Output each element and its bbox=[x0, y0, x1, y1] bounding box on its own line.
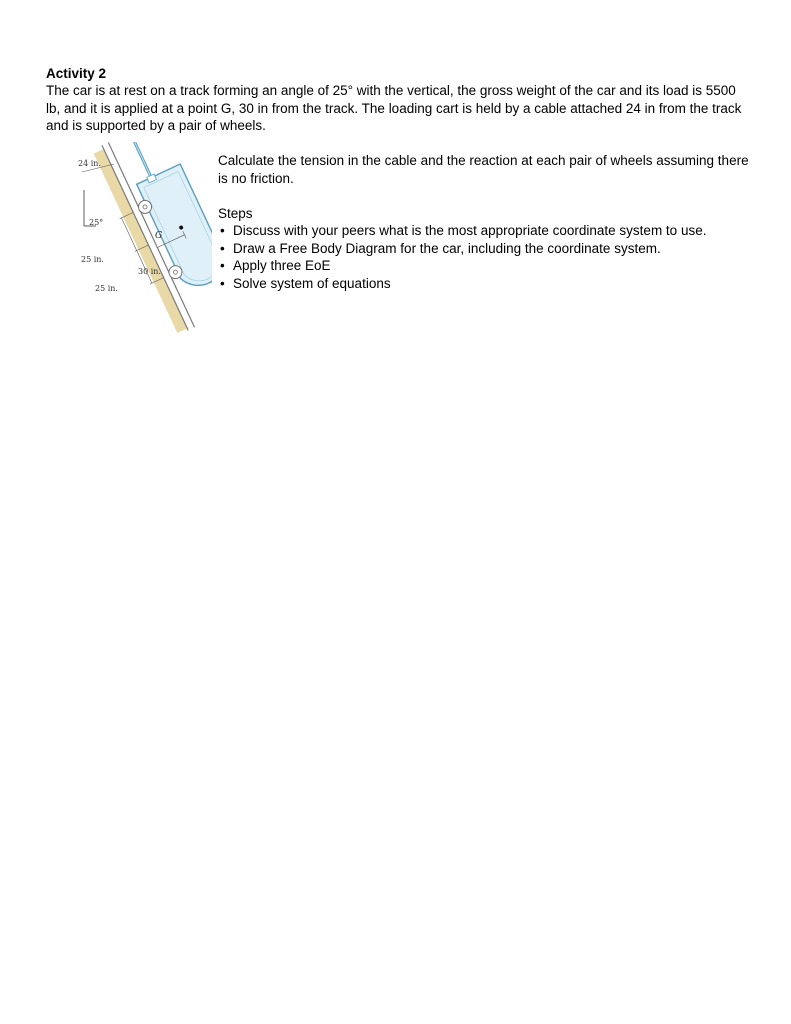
task-text: Calculate the tension in the cable and the reaction at each pair of wheels assuming there is no friction. bbox=[218, 153, 749, 186]
step-item: • Solve system of equations bbox=[220, 275, 391, 291]
steps-list bbox=[218, 222, 758, 292]
step-item: • Draw a Free Body Diagram for the car, including the coordinate system. bbox=[220, 240, 661, 256]
step-item: • Discuss with your peers what is the most appropriate coordinate system to use. bbox=[220, 223, 707, 238]
activity-intro: The car is at rest on a track forming an angle of 25° with the vertical, the gross weight of the car and its load is 5500 lb, and it is applied at a point G, 30 in from the track. The loading cart is held by a cable attached 24 in from the track and is supported by a pair of wheels. bbox=[46, 83, 742, 133]
task-section bbox=[218, 152, 758, 292]
g-point-label: G bbox=[155, 231, 163, 241]
car-on-track-figure bbox=[62, 142, 212, 338]
steps-title: Steps bbox=[218, 205, 253, 221]
cable-offset-label: 24 in. bbox=[78, 159, 101, 168]
wheel-spacing-upper-label: 25 in. bbox=[81, 255, 104, 264]
g-offset-label: 30 in. bbox=[138, 267, 161, 276]
activity-title: Activity 2 bbox=[46, 66, 107, 81]
wheel-spacing-lower-label: 25 in. bbox=[95, 284, 118, 293]
cable bbox=[129, 142, 152, 179]
step-item: • Apply three EoE bbox=[220, 258, 331, 273]
angle-label: 25° bbox=[89, 218, 104, 227]
